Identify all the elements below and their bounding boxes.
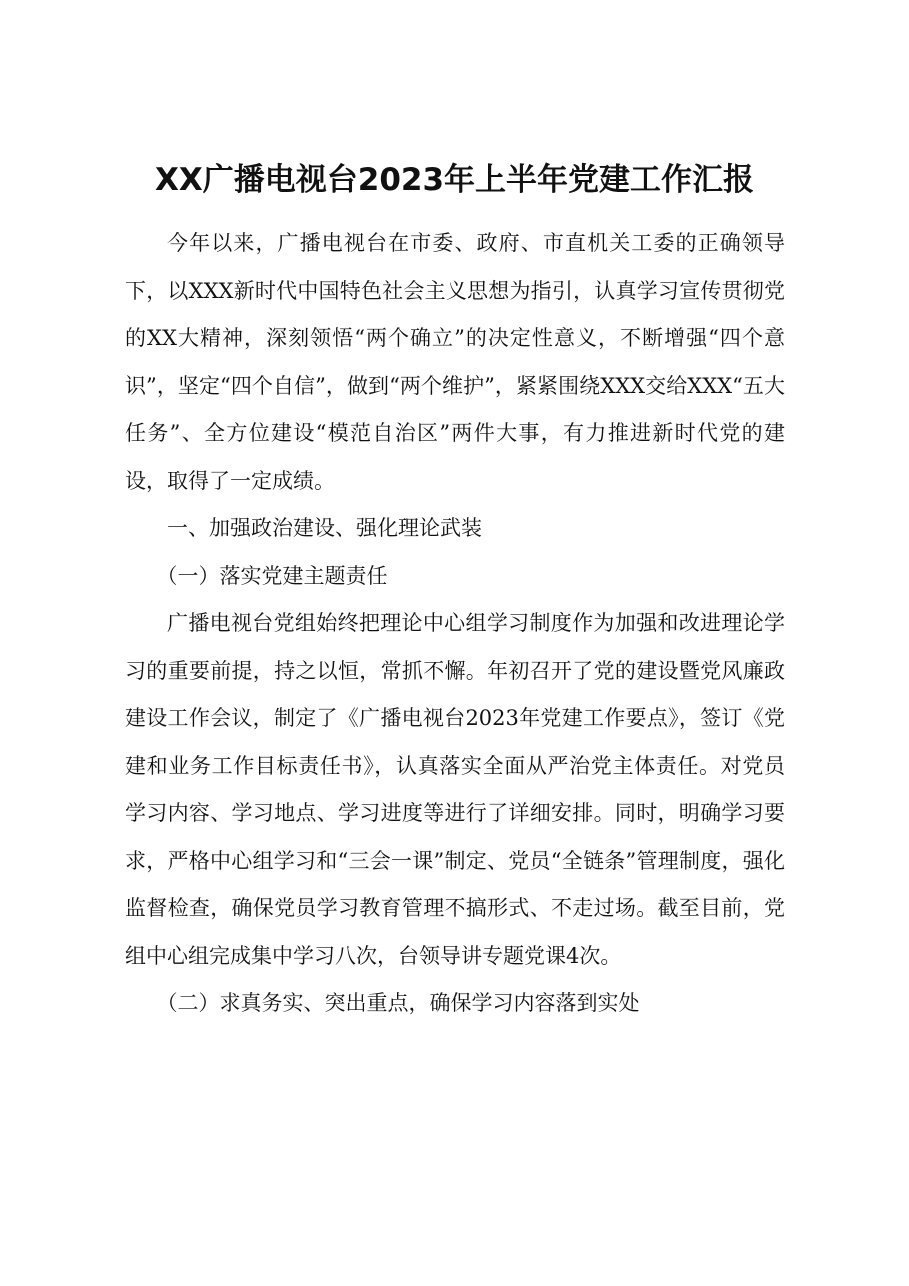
section-heading-1: 一、加强政治建设、强化理论武装 [167, 516, 482, 540]
intro-paragraph: 今年以来，广播电视台在市委、政府、市直机关工委的正确领导下，以XXX新时代中国特色社会主义思想为指引，认真学习宣传贯彻党的XX大精神，深刻领悟“两个确立”的决定性意义，不断增强“四个意识”，坚定“四个自信”，做到“两个维护”，紧紧围绕XXX交给XXX“五大任务”、全方位建设“模范自治区”两件大事，有力推进新时代党的建设，取得了一定成绩。 [125, 231, 785, 493]
document-body [125, 220, 785, 1028]
document-title: XX广播电视台2023年上半年党建工作汇报 [154, 162, 755, 198]
subsection-heading-2: （二）求真务实、突出重点，确保学习内容落到实处 [156, 991, 640, 1015]
subsection-heading-1: （一）落实党建主题责任 [156, 563, 388, 588]
subsection-1-paragraph: 广播电视台党组始终把理论中心组学习制度作为加强和改进理论学习的重要前提，持之以恒，常抓不懈。年初召开了党的建设暨党风廉政建设工作会议，制定了《广播电视台2023年党建工作要点》，签订《党建和业务工作目标责任书》，认真落实全面从严治党主体责任。对党员学习内容、学习地点、学习进度等进行了详细安排。同时，明确学习要求，严格中心组学习和“三会一课”制定、党员“全链条”管理制度，强化监督检查，确保党员学习教育管理不搞形式、不走过场。截至目前，党组中心组完成集中学习八次，台领导讲专题党课4次。 [125, 611, 785, 968]
